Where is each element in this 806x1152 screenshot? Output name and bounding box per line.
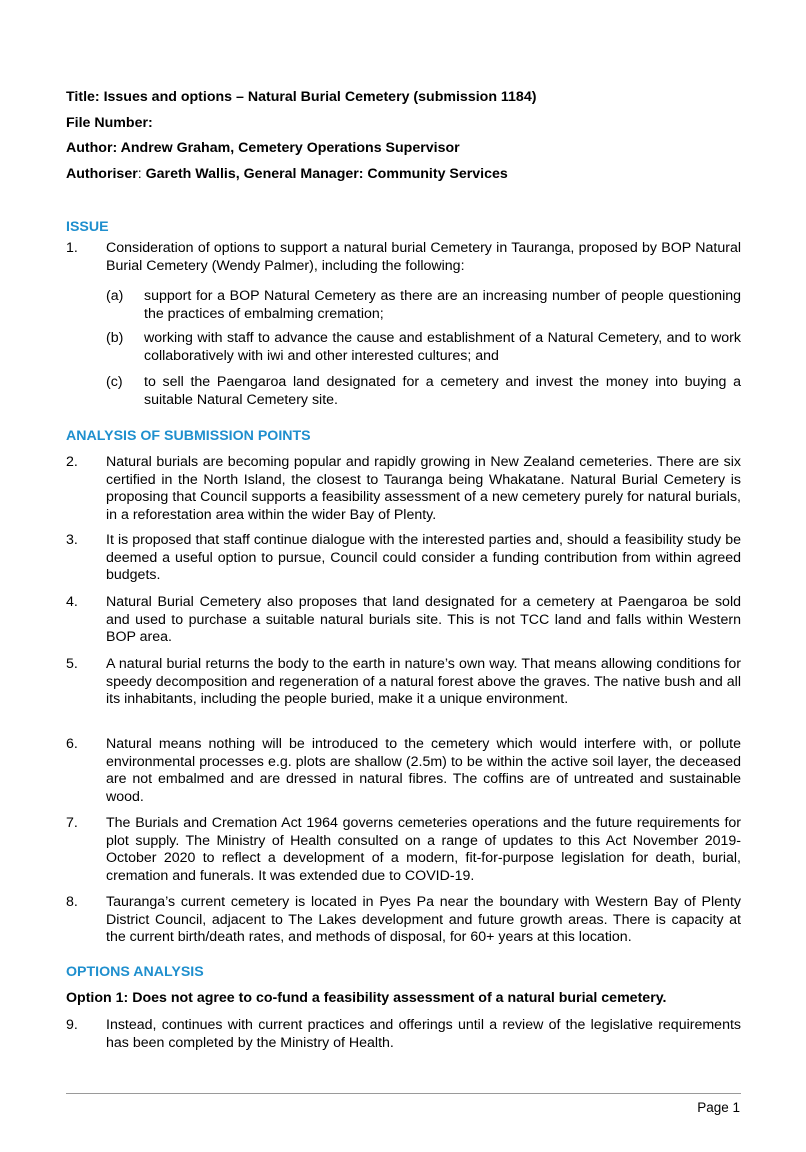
paragraph-number: 1. <box>66 240 78 256</box>
authoriser-value: Gareth Wallis, General Manager: Community Services <box>145 166 508 182</box>
paragraph-4 <box>66 594 741 647</box>
paragraph-text: Tauranga’s current cemetery is located in Pyes Pa near the boundary with Western Bay of Plenty District Council, adjacent to The Lakes development and future growth areas. There is capacity at the current birth/death rates, and methods of disposal, for 60+ years at this location. <box>106 894 741 945</box>
paragraph-text: It is proposed that staff continue dialogue with the interested parties and, should a feasibility study be deemed a useful option to pursue, Council could consider a funding contribution from within agreed budgets. <box>106 532 741 583</box>
paragraph-text: Consideration of options to support a natural burial Cemetery in Tauranga, proposed by BOP Natural Burial Cemetery (Wendy Palmer), including the following: <box>106 240 741 274</box>
sub-paragraph-c <box>106 374 741 409</box>
sub-paragraph-a <box>106 288 741 323</box>
paragraph-text: Natural Burial Cemetery also proposes that land designated for a cemetery at Paengaroa be sold and used to purchase a suitable natural burials site. This is not TCC land and falls within Western BOP area. <box>106 594 741 645</box>
file-number: File Number: <box>66 115 153 131</box>
paragraph-text: Instead, continues with current practices and offerings until a review of the legislative requirements has been completed by the Ministry of Health. <box>106 1017 741 1051</box>
paragraph-8 <box>66 894 741 947</box>
paragraph-number: 4. <box>66 594 78 610</box>
sub-paragraph-label: (c) <box>106 374 123 390</box>
sub-paragraph-b <box>106 330 741 365</box>
sub-paragraph-text: working with staff to advance the cause and establishment of a Natural Cemetery, and to work collaboratively with iwi and other interested cultures; and <box>144 330 741 364</box>
authoriser-line <box>66 165 508 183</box>
section-issue-heading: ISSUE <box>66 219 109 235</box>
paragraph-text: A natural burial returns the body to the earth in nature’s own way. That means allowing conditions for speedy decomposition and regeneration of a natural forest above the graves. The native bush and all its inhabitants, including the people buried, make it a unique environment. <box>106 656 741 707</box>
paragraph-2 <box>66 454 741 524</box>
paragraph-number: 7. <box>66 815 78 831</box>
sub-paragraph-label: (b) <box>106 330 124 346</box>
sub-paragraph-text: support for a BOP Natural Cemetery as there are an increasing number of people questioning the practices of embalming cremation; <box>144 288 741 322</box>
authoriser-label: Authoriser <box>66 166 138 182</box>
paragraph-number: 6. <box>66 736 78 752</box>
paragraph-5 <box>66 656 741 709</box>
paragraph-text: Natural means nothing will be introduced to the cemetery which would interfere with, or pollute environmental processes e.g. plots are shallow (2.5m) to be within the active soil layer, the deceased are not embalmed and are dressed in natural fibres. The coffins are of untreated and sustainable wood. <box>106 736 741 805</box>
paragraph-6 <box>66 736 741 806</box>
paragraph-3 <box>66 532 741 585</box>
authoriser-colon: : <box>137 166 146 182</box>
footer-divider <box>66 1093 741 1094</box>
paragraph-number: 8. <box>66 894 78 910</box>
option-1-title: Option 1: Does not agree to co-fund a feasibility assessment of a natural burial cemetery. <box>66 990 667 1006</box>
paragraph-7 <box>66 815 741 885</box>
page-number: Page 1 <box>697 1100 740 1115</box>
paragraph-number: 5. <box>66 656 78 672</box>
sub-paragraph-label: (a) <box>106 288 124 304</box>
paragraph-number: 3. <box>66 532 78 548</box>
paragraph-number: 9. <box>66 1017 78 1033</box>
sub-paragraph-text: to sell the Paengaroa land designated for a cemetery and invest the money into buying a suitable Natural Cemetery site. <box>144 374 741 408</box>
paragraph-text: Natural burials are becoming popular and rapidly growing in New Zealand cemeteries. There are six certified in the North Island, the closest to Tauranga being Whakatane. Natural Burial Cemetery is proposing that Council supports a feasibility assessment of a new cemetery purely for natural burials, in a reforestation area within the wider Bay of Plenty. <box>106 454 741 523</box>
section-analysis-heading: ANALYSIS OF SUBMISSION POINTS <box>66 428 311 444</box>
section-options-heading: OPTIONS ANALYSIS <box>66 964 204 980</box>
author-line: Author: Andrew Graham, Cemetery Operations Supervisor <box>66 140 460 156</box>
paragraph-number: 2. <box>66 454 78 470</box>
paragraph-1 <box>66 240 741 275</box>
document-title: Title: Issues and options – Natural Burial Cemetery (submission 1184) <box>66 89 537 105</box>
paragraph-9 <box>66 1017 741 1052</box>
paragraph-text: The Burials and Cremation Act 1964 governs cemeteries operations and the future requirements for plot supply. The Ministry of Health consulted on a range of updates to this Act November 2019-October 2020 to reflect a development of a modern, fit-for-purpose legislation for death, burial, cremation and funerals. It was extended due to COVID-19. <box>106 815 741 884</box>
